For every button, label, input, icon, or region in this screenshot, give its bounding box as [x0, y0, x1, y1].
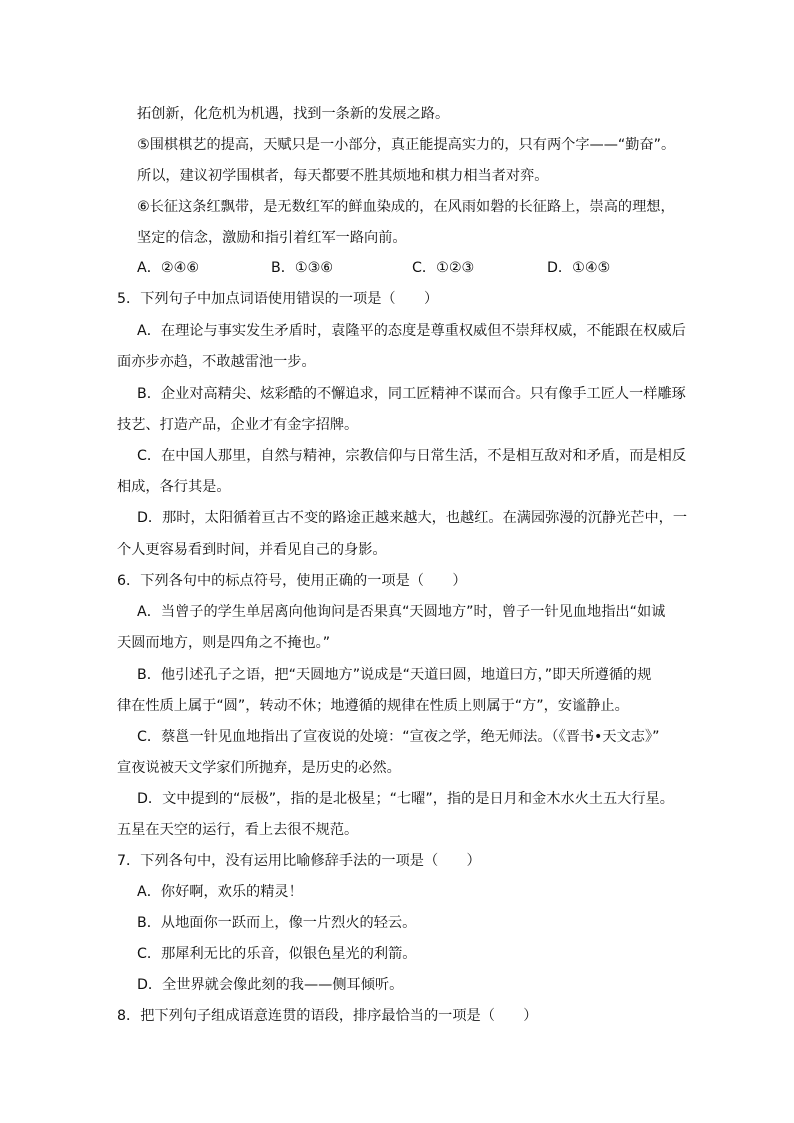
text-line: C．那犀利无比的乐音，似银色星光的利箭。 — [137, 946, 417, 962]
option-a: A．②④⑥ — [137, 260, 200, 276]
text-line: D．文中提到的“辰极”，指的是北极星；“七曜”，指的是日月和金木水火土五大行星。 — [137, 791, 674, 807]
text-line: ⑤围棋棋艺的提高，天赋只是一小部分，真正能提高实力的，只有两个字——“勤奋”。 — [137, 137, 676, 153]
text-line: D．那时，太阳循着亘古不变的路途正越来越大，也越红。在满园弥漫的沉静光芒中，一 — [137, 510, 688, 526]
text-line: B．从地面你一跃而上，像一片烈火的轻云。 — [137, 915, 417, 931]
text-line: C．蔡邕一针见血地指出了宣夜说的处境：“宣夜之学，绝无师法。（《晋书•天文志》” — [137, 729, 660, 745]
text-line: A．你好啊，欢乐的精灵！ — [137, 884, 303, 900]
text-line: 天圆而地方，则是四角之不掩也。” — [117, 635, 331, 651]
text-line: 所以，建议初学围棋者，每天都要不胜其烦地和棋力相当者对弈。 — [137, 168, 549, 184]
text-line: 坚定的信念，激励和指引着红军一路向前。 — [137, 230, 407, 246]
text-line: C．在中国人那里，自然与精神，宗教信仰与日常生活，不是相互敌对和矛盾，而是相反 — [137, 448, 687, 464]
text-line: A．当曾子的学生单居离向他询问是否果真“天圆地方”时，曾子一针见血地指出“如诚 — [137, 604, 666, 620]
text-line: A．在理论与事实发生矛盾时，袁隆平的态度是尊重权威但不崇拜权威，不能跟在权威后 — [137, 323, 686, 339]
text-line: 面亦步亦趋，不敢越雷池一步。 — [117, 354, 316, 370]
text-line: B．企业对高精尖、炫彩酷的不懈追求，同工匠精神不谋而合。只有像手工匠人一样雕琢 — [137, 386, 686, 402]
text-line: 律在性质上属于“圆”，转动不休；地遵循的规律在性质上则属于“方”，安谧静止。 — [117, 698, 629, 714]
text-line: ⑥长征这条红飘带，是无数红军的鲜血染成的，在风雨如磐的长征路上，崇高的理想， — [137, 199, 675, 215]
question-7-stem: 7．下列各句中，没有运用比喻修辞手法的一项是（ ） — [117, 853, 481, 869]
text-line: 相成，各行其是。 — [117, 479, 231, 495]
question-6-stem: 6．下列各句中的标点符号，使用正确的一项是（ ） — [117, 573, 467, 589]
text-line: 宣夜说被天文学家们所抛弃，是历史的必然。 — [117, 760, 401, 776]
text-line: 技艺、打造产品，企业才有金字招牌。 — [117, 417, 359, 433]
text-line: B．他引述孔子之语，把“天圆地方”说成是“天道曰圆，地道曰方，”即天所遵循的规 — [137, 667, 652, 683]
option-d: D．①④⑤ — [547, 260, 611, 276]
option-b: B．①③⑥ — [271, 260, 334, 276]
question-8-stem: 8．把下列句子组成语意连贯的语段，排序最恰当的一项是（ ） — [117, 1008, 538, 1024]
text-line: 五星在天空的运行，看上去很不规范。 — [117, 822, 359, 838]
option-c: C．①②③ — [412, 260, 475, 276]
text-line: D．全世界就会像此刻的我——侧耳倾听。 — [137, 977, 404, 993]
question-5-stem: 5．下列句子中加点词语使用错误的一项是（ ） — [117, 291, 439, 307]
question-4-options — [137, 258, 657, 278]
text-line: 拓创新，化危机为机遇，找到一条新的发展之路。 — [137, 106, 450, 122]
text-line: 个人更容易看到时间，并看见自己的身影。 — [117, 542, 387, 558]
